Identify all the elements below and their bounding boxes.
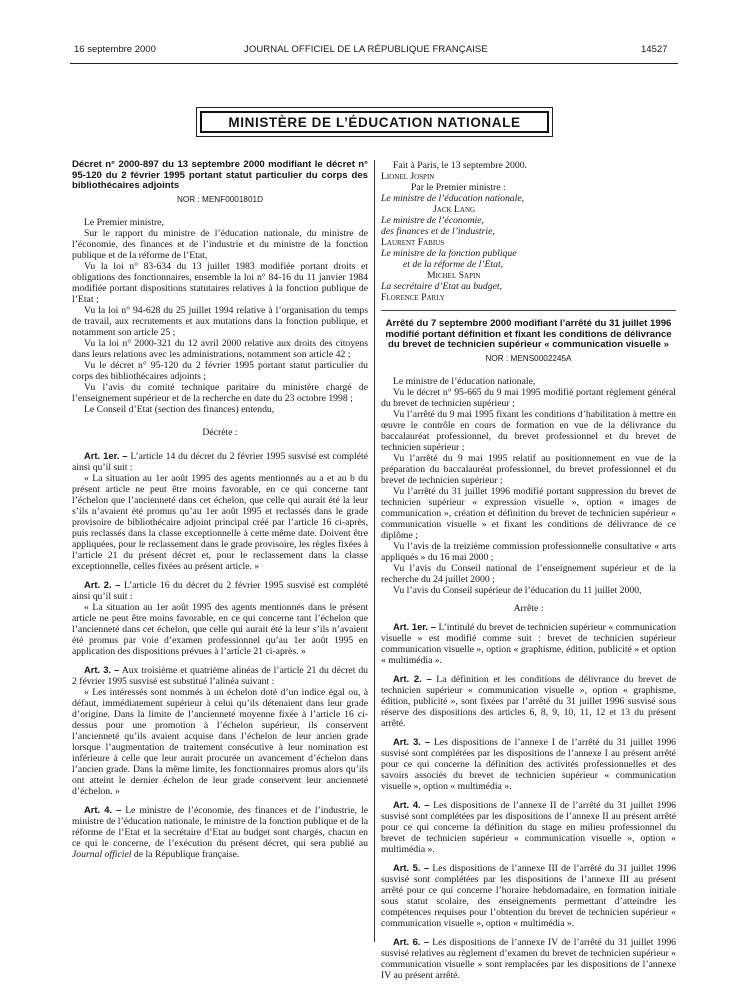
signature-name: Michel Sapin — [427, 270, 481, 282]
arrete-visa: Le ministre de l’éducation nationale, — [393, 375, 536, 387]
signature-by: Par le Premier ministre : — [411, 182, 506, 194]
arrete-article: Art. 3. – Les dispositions de l’annexe I de l’arrêté du 31 juillet 1996 susvisé sont complétées par les dispositions de l’annexe I au présent arrêté pour ce qui concerne la définition des activités professionnelles et des savoirs associés du brevet de technicien supérieur « communication visuelle », option « multimédia ». — [381, 736, 677, 793]
signatures — [381, 160, 676, 303]
signature-title: Le ministre de la fonction publique — [381, 248, 517, 260]
signature-title: et de la réforme de l’Etat, — [403, 259, 504, 271]
article-label: Art. 4. – — [393, 799, 430, 811]
arrete-visa: Vu l’arrêté du 9 mai 1995 relatif au positionnement en vue de la préparation du baccalauréat professionnel, du brevet professionnel et du brevet de technicien supérieur ; — [381, 452, 676, 486]
header-page-number: 14527 — [641, 44, 668, 55]
decree-visa: Vu le décret n° 95-120 du 2 février 1995 portant statut particulier du corps des bibliothécaires adjoints ; — [72, 359, 368, 382]
article-label: Art. 1er. – — [84, 449, 128, 461]
decree-visa: Vu la loi n° 94-628 du 25 juillet 1994 relative à l’organisation du temps de travail, aux recrutements et aux mutations dans la fonction publique, et notamment son article 25 ; — [72, 304, 368, 338]
header-journal-title: JOURNAL OFFICIEL DE LA RÉPUBLIQUE FRANÇAISE — [244, 44, 488, 55]
article-label: Art. 2. – — [393, 673, 432, 685]
decree-visa: Vu la loi n° 2000-321 du 12 avril 2000 relative aux droits des citoyens dans leurs relations avec les administrations, notamment son article 42 ; — [72, 337, 368, 360]
arrete-visa: Vu l’arrêté du 9 mai 1995 fixant les conditions d’habilitation à mettre en œuvre le contrôle en cours de formation en vue de la délivrance du baccalauréat professionnel, du brevet professionnel et du brevet de technicien supérieur ; — [381, 408, 676, 453]
article-label: Art. 3. – — [84, 664, 120, 676]
decree-visa: Sur le rapport du ministre de l’éducation nationale, du ministre de l’économie, des finances et de l’industrie et du ministre de la fonction publique et de la réforme de l’Etat, — [72, 227, 368, 261]
decree-done-at: Fait à Paris, le 13 septembre 2000. — [393, 160, 527, 171]
ministry-box — [196, 107, 553, 137]
signature-title: des finances et de l’industrie, — [381, 226, 495, 238]
signature-title: La secrétaire d’Etat au budget, — [381, 281, 502, 293]
signature-name: Laurent Fabius — [381, 237, 445, 249]
page-header — [0, 44, 748, 58]
article-label: Art. 5. – — [393, 862, 430, 874]
article-label: Art. 2. – — [84, 578, 121, 590]
decree-article-3-quote: « Les intéressés sont nommés à un échelon doté d’un indice égal ou, à défaut, immédiatement supérieur à celui qu’ils détenaient dans leur grade d’origine. Dans la limite de l’ancienneté moyenne fixée à l’article 16 ci-dessus pour une promotion à l’échelon supérieur, ils conservent l’ancienneté qu’ils avaient acquise dans l’échelon de leur ancien grade lorsque l’augmentation de traitement consécutive à leur nomination est inférieure à celle que leur aurait procurée un avancement d’échelon dans l’ancien grade. Dans la même limite, les fonctionnaires promus alors qu’ils ont atteint le dernier échelon de leur grade conservent leur ancienneté d’échelon. » — [72, 687, 368, 798]
article-label: Art. 4. – — [84, 804, 122, 816]
decree-decrete: Décrète : — [202, 426, 238, 438]
decree-article-1: Art. 1er. – L’article 14 du décret du 2 février 1995 susvisé est complété ainsi qu’il suit : — [72, 449, 369, 473]
arrete-visa: Vu l’avis du Conseil supérieur de l’éducation du 11 juillet 2000, — [393, 585, 642, 597]
section-separator — [381, 310, 676, 311]
signature-name: Jack Lang — [433, 204, 476, 216]
ministry-title: MINISTÈRE DE L’ÉDUCATION NATIONALE — [200, 111, 549, 133]
decree-article-4: Art. 4. – Le ministre de l’économie, des finances et de l’industrie, le ministre de l’éducation nationale, le ministre de la fonction publique et de la réforme de l’Etat et la secrétaire d’Etat au budget sont chargés, chacun en ce qui le concerne, de l’exécution du présent décret, qui sera publié au Journal officiel de la République française. — [72, 804, 368, 861]
arrete-article: Art. 4. – Les dispositions de l’annexe II de l’arrêté du 31 juillet 1996 susvisé sont complétées par les dispositions de l’annexe II au présent arrêté pour ce qui concerne la définition du stage en milieu professionnel du brevet de technicien supérieur « communication visuelle », option « multimédia ». — [381, 799, 677, 856]
decree-title: Décret n° 2000-897 du 13 septembre 2000 modifiant le décret n° 95-120 du 2 février 1995 portant statut particulier du corps des bibliothécaires adjoints — [72, 159, 368, 191]
column-divider — [374, 160, 375, 942]
arrete-visa: Vu le décret n° 95-665 du 9 mai 1995 modifié portant règlement général du brevet de technicien supérieur ; — [381, 386, 676, 409]
article-label: Art. 1er. – — [393, 621, 436, 633]
decree-visa: Vu l’avis du comité technique paritaire du ministère chargé de l’enseignement supérieur et de la recherche en date du 23 octobre 1998 ; — [72, 381, 368, 404]
right-column — [381, 160, 676, 982]
header-rule — [70, 63, 678, 64]
decree-visa: Le Conseil d’Etat (section des finances) entendu, — [84, 403, 275, 415]
arrete-visa: Vu l’arrêté du 31 juillet 1996 modifié portant suppression du brevet de technicien supérieur « expression visuelle », option « images de communication », création et définition du brevet de technicien supérieur « communication visuelle » et fixant les conditions de délivrance de ce diplôme ; — [381, 485, 676, 541]
signature-name: Lionel Jospin — [381, 171, 435, 183]
article-label: Art. 3. – — [393, 736, 431, 748]
decree-article-3: Art. 3. – Aux troisième et quatrième alinéas de l’article 21 du décret du 2 février 1995 susvisé est substitué l’alinéa suivant : — [72, 664, 369, 688]
arrete-article: Art. 1er. – L’intitulé du brevet de technicien supérieur « communication visuelle » est modifié comme suit : brevet de technicien supérieur communication visuelle », option « graphisme, édition, publicité » et option « multimédia ». — [381, 621, 677, 667]
arrete-word: Arrête : — [513, 603, 544, 615]
arrete-visa: Vu l’avis du Conseil national de l’enseignement supérieur et de la recherche du 24 juillet 2000 ; — [381, 562, 676, 585]
arrete-visa: Vu l’avis de la treizième commission professionnelle consultative « arts appliqués » du 16 mai 2000 ; — [381, 540, 676, 563]
signature-title: Le ministre de l’éducation nationale, — [381, 193, 525, 205]
decree-article-2-quote: « La situation au 1er août 1995 des agents mentionnés dans le présent article ne peut être moins favorable, en ce qui concerne tant l’échelon que l’ancienneté dans cet échelon, que celle qui aurait été la leur s’ils n’avaient été promus par voie d’examen professionnel qu’au 1er août 1995 en application des dispositions prévues à l’article 21 ci-après. » — [72, 602, 368, 658]
decree-article-2: Art. 2. – L’article 16 du décret du 2 février 1995 susvisé est complété ainsi qu’il suit : — [72, 578, 369, 602]
decree-visa: Vu la loi n° 83-634 du 13 juillet 1983 modifiée portant droits et obligations des fonctionnaires, ensemble la loi n° 84-16 du 11 janvier 1984 modifiée portant dispositions statutaires relatives à la fonction publique de l’Etat ; — [72, 260, 368, 305]
header-date: 16 septembre 2000 — [74, 44, 156, 55]
journal-officiel-italic: Journal officiel — [72, 849, 132, 861]
arrete-article: Art. 2. – La définition et les conditions de délivrance du brevet de technicien supérieur « communication visuelle », option « graphisme, édition, publicité », sont fixées par l’arrêté du 31 juillet 1996 susvisé sous réserve des dispositions des articles 6, 8, 9, 10, 11, 12 et 13 du présent arrêté. — [381, 673, 676, 730]
left-column — [72, 160, 368, 860]
decree-intro: Le Premier ministre, — [84, 216, 164, 228]
article-label: Art. 6. – — [393, 936, 430, 948]
arrete-title: Arrêté du 7 septembre 2000 modifiant l’arrêté du 31 juillet 1996 modifié portant définition et fixant les conditions de délivrance du brevet de technicien supérieur « communication visuelle » — [385, 318, 672, 351]
arrete-article: Art. 5. – Les dispositions de l’annexe III de l’arrêté du 31 juillet 1996 susvisé sont complétées par les dispositions de l’annexe III au présent arrêté pour ce qui concerne l’horaire hebdomadaire, en formation initiale sous statut scolaire, des enseignements permettant d’atteindre les compétences requises pour l’obtention du brevet de technicien supérieur « communication visuelle », option « multimédia ». — [381, 862, 676, 930]
signature-title: Le ministre de l’économie, — [381, 215, 484, 227]
decree-nor: NOR : MENF0001801D — [176, 194, 263, 204]
signature-name: Florence Parly — [381, 292, 445, 304]
decree-article-1-quote: « La situation au 1er août 1995 des agents mentionnés au a et au b du présent article ne peut être moins favorable, en ce qui concerne tant l’échelon que l’ancienneté dans cet échelon, que celle qui aurait été la leur s’ils n’avaient été promus qu’au 1er août 1995 et reclassés dans le grade provisoire de bibliothécaire adjoint principal créé par l’article 16 ci-après, puis reclassés dans la classe exceptionnelle à cette même date. Doivent être appliquées, pour le reclassement dans le grade provisoire, les règles fixées à l’article 21 du présent décret et, pour le reclassement dans la classe exceptionnelle, celles fixées au présent article. » — [72, 472, 368, 572]
arrete-nor: NOR : MENS0002245A — [485, 353, 572, 363]
arrete-article: Art. 6. – Les dispositions de l’annexe IV de l’arrêté du 31 juillet 1996 susvisé relatives au règlement d’examen du brevet de technicien supérieur « communication visuelle » sont remplacées par les dispositions de l’annexe IV au présent arrêté. — [381, 936, 677, 982]
